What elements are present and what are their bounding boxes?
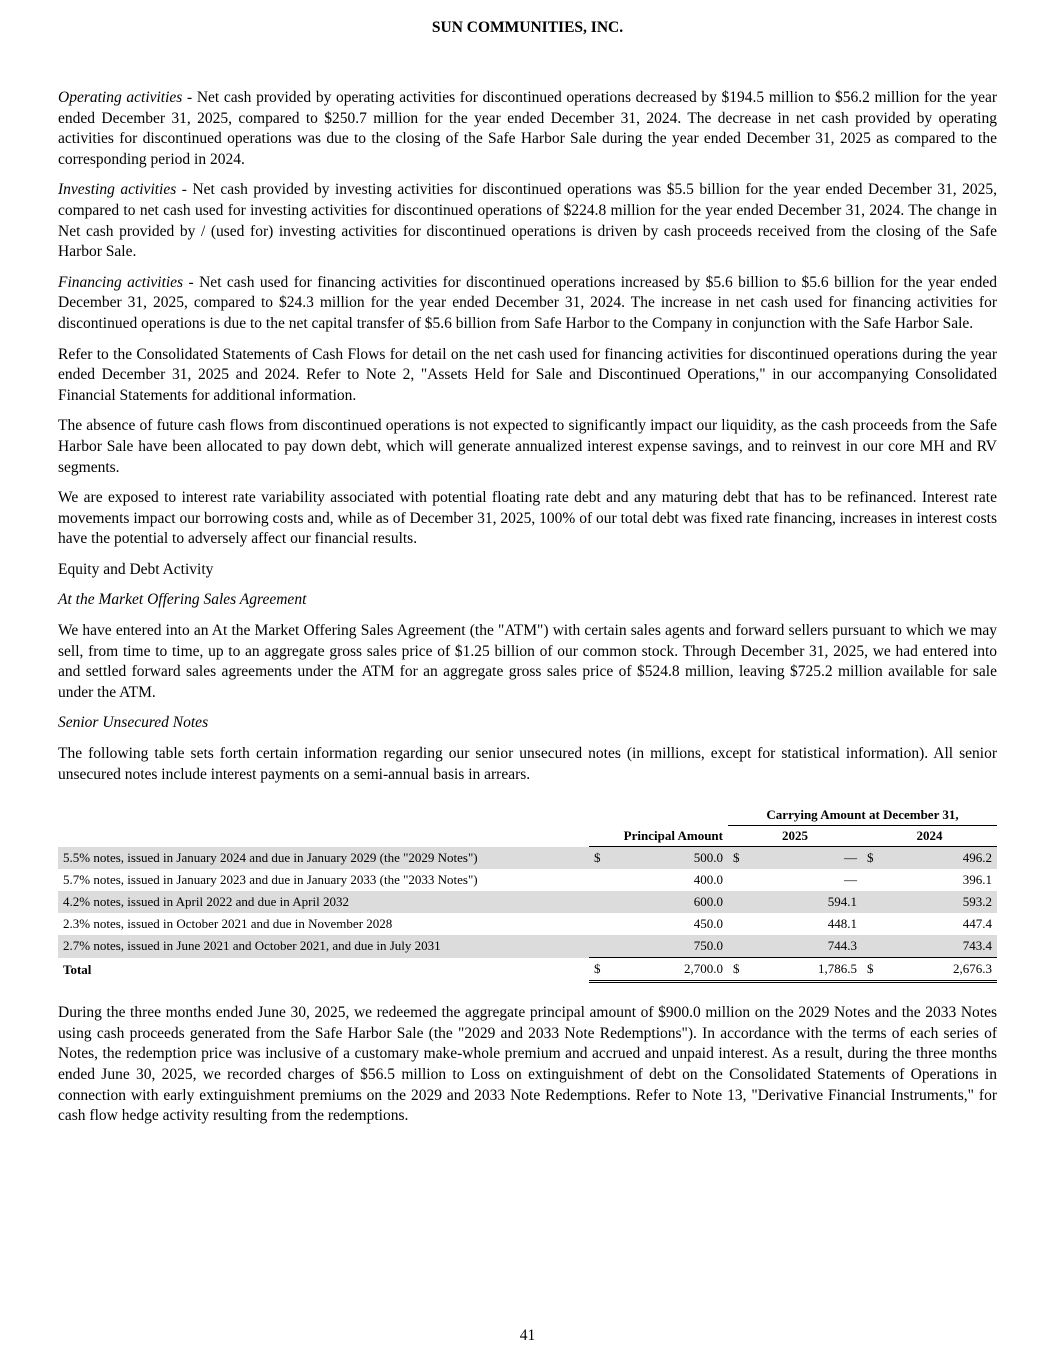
senior-notes-heading-text: Senior Unsecured Notes [58, 714, 209, 732]
equity-debt-heading: Equity and Debt Activity [58, 560, 214, 578]
page-number: 41 [519, 1327, 536, 1344]
note-label: 5.7% notes, issued in January 2023 and due in January 2033 (the "2033 Notes") [63, 872, 478, 888]
investing-activities-paragraph [58, 180, 997, 262]
currency-symbol: $ [862, 847, 878, 870]
table-row [58, 847, 997, 870]
total-2025: 1,786.5 [744, 958, 862, 982]
currency-symbol: $ [728, 847, 744, 870]
principal-value: 750.0 [605, 935, 728, 958]
note-label: 2.3% notes, issued in October 2021 and due in November 2028 [63, 916, 393, 932]
operating-activities-text: - Net cash provided by operating activities for discontinued operations decreased by $194.5 million to $56.2 million for the year ended December 31, 2025, compared to $250.7 million for the year ended December 31, 2024. The decrease in net cash provided by operating activities for discontinued operations was due to the closing of the Safe Harbor Sale during the year ended December 31, 2025 as compared to the corresponding period in 2024. [58, 89, 997, 168]
currency-symbol: $ [728, 958, 744, 982]
principal-value: 500.0 [605, 847, 728, 870]
currency-symbol: $ [589, 958, 605, 982]
value-2024: 396.1 [962, 872, 993, 888]
value-2024: 593.2 [878, 891, 997, 913]
currency-symbol: $ [862, 958, 878, 982]
senior-notes-heading [58, 713, 997, 734]
financing-activities-paragraph [58, 273, 997, 335]
table-row [58, 935, 997, 958]
note-label: 4.2% notes, issued in April 2022 and due in April 2032 [58, 891, 589, 913]
carrying-amount-header: Carrying Amount at December 31, [728, 805, 997, 826]
table-total-row [58, 958, 997, 982]
interest-rate-paragraph: We are exposed to interest rate variability associated with potential floating rate debt and any maturing debt that has to be refinanced. Interest rate movements impact our borrowing costs and, while as of December 31, 2025, 100% of our total debt was fixed rate financing, increases in interest costs have the potential to adversely affect our financial results. [58, 489, 997, 548]
value-2025: — [844, 872, 857, 888]
table-column-header-row [58, 826, 997, 847]
company-header: SUN COMMUNITIES, INC. [431, 19, 624, 36]
value-2025: 448.1 [827, 916, 857, 932]
table-row [58, 891, 997, 913]
senior-notes-intro: The following table sets forth certain information regarding our senior unsecured notes (in millions, except for statistical information). All senior unsecured notes include interest payments on a semi-annual basis in arrears. [58, 745, 997, 783]
refer-paragraph: Refer to the Consolidated Statements of Cash Flows for detail on the net cash used for financing activities for discontinued operations during the year ended December 31, 2025 and 2024. Refer to Note 2, "Assets Held for Sale and Discontinued Operations," in our accompanying Consolidated Financial Statements for additional information. [58, 345, 997, 404]
principal-value: 400.0 [693, 872, 723, 888]
value-2025: 744.3 [744, 935, 862, 958]
operating-activities-paragraph [58, 88, 997, 170]
redemption-paragraph: During the three months ended June 30, 2025, we redeemed the aggregate principal amount of $900.0 million on the 2029 Notes and the 2033 Notes using cash proceeds generated from the Safe Harbor Sale (the "2029 and 2033 Note Redemptions"). In accordance with the terms of each series of Notes, the redemption price was inclusive of a customary make-whole premium and accrued and unpaid interest. As a result, during the three months ended June 30, 2025, we recorded charges of $56.5 million to Loss on extinguishment of debt on the Consolidated Statements of Operations in connection with early extinguishment premiums on the 2029 and 2033 Note Redemptions. Refer to Note 13, "Derivative Financial Instruments," for cash flow hedge activity resulting from the redemptions. [58, 1004, 997, 1125]
value-2024: 496.2 [878, 847, 997, 870]
value-2024: 743.4 [878, 935, 997, 958]
total-label: Total [63, 961, 92, 977]
value-2025: — [744, 847, 862, 870]
principal-value: 450.0 [693, 916, 723, 932]
currency-symbol: $ [589, 847, 605, 870]
note-label: 5.5% notes, issued in January 2024 and due in January 2029 (the "2029 Notes") [58, 847, 589, 870]
note-label: 2.7% notes, issued in June 2021 and October 2021, and due in July 2031 [58, 935, 589, 958]
financing-activities-label: Financing activities [58, 273, 184, 291]
investing-activities-label: Investing activities [58, 181, 177, 199]
document-body [58, 88, 997, 1137]
investing-activities-text: - Net cash provided by investing activities for discontinued operations was $5.5 billion for the year ended December 31, 2025, compared to net cash used for investing activities for discontinued operations of $224.8 million for the year ended December 31, 2024. The change in Net cash provided by / (used for) investing activities for discontinued operations is driven by cash proceeds received from the closing of the Safe Harbor Sale. [58, 181, 997, 261]
year-2025-header: 2025 [728, 826, 862, 847]
table-row [58, 913, 997, 935]
principal-amount-header: Principal Amount [589, 826, 728, 847]
atm-heading-text: At the Market Offering Sales Agreement [58, 591, 307, 609]
year-2024-header: 2024 [862, 826, 997, 847]
table-row [58, 869, 997, 891]
absence-paragraph: The absence of future cash flows from discontinued operations is not expected to significantly impact our liquidity, as the cash proceeds from the Safe Harbor Sale have been allocated to pay down debt, which will generate annualized interest expense savings, and to reinvest in our core MH and RV segments. [58, 417, 997, 476]
value-2025: 594.1 [744, 891, 862, 913]
atm-heading [58, 590, 997, 611]
operating-activities-label: Operating activities [58, 89, 183, 106]
total-principal: 2,700.0 [605, 958, 728, 982]
total-2024: 2,676.3 [878, 958, 997, 982]
atm-paragraph: We have entered into an At the Market Offering Sales Agreement (the "ATM") with certain sales agents and forward sellers pursuant to which we may sell, from time to time, up to an aggregate gross sales price of $1.25 billion of our common stock. Through December 31, 2025, we had entered into and settled forward sales agreements under the ATM for an aggregate gross sales price of $524.8 million, leaving $725.2 million available for sale under the ATM. [58, 622, 997, 701]
value-2024: 447.4 [962, 916, 993, 932]
senior-notes-table [58, 805, 997, 983]
financing-activities-text: - Net cash used for financing activities for discontinued operations increased by $5.6 billion to $5.6 billion for the year ended December 31, 2025, compared to $24.3 million for the year ended December 31, 2024. The increase in net cash used for financing activities for discontinued operations is due to the net capital transfer of $5.6 billion from Safe Harbor to the Company in conjunction with the Safe Harbor Sale. [58, 273, 997, 332]
principal-value: 600.0 [605, 891, 728, 913]
table-group-header-row [58, 805, 997, 826]
